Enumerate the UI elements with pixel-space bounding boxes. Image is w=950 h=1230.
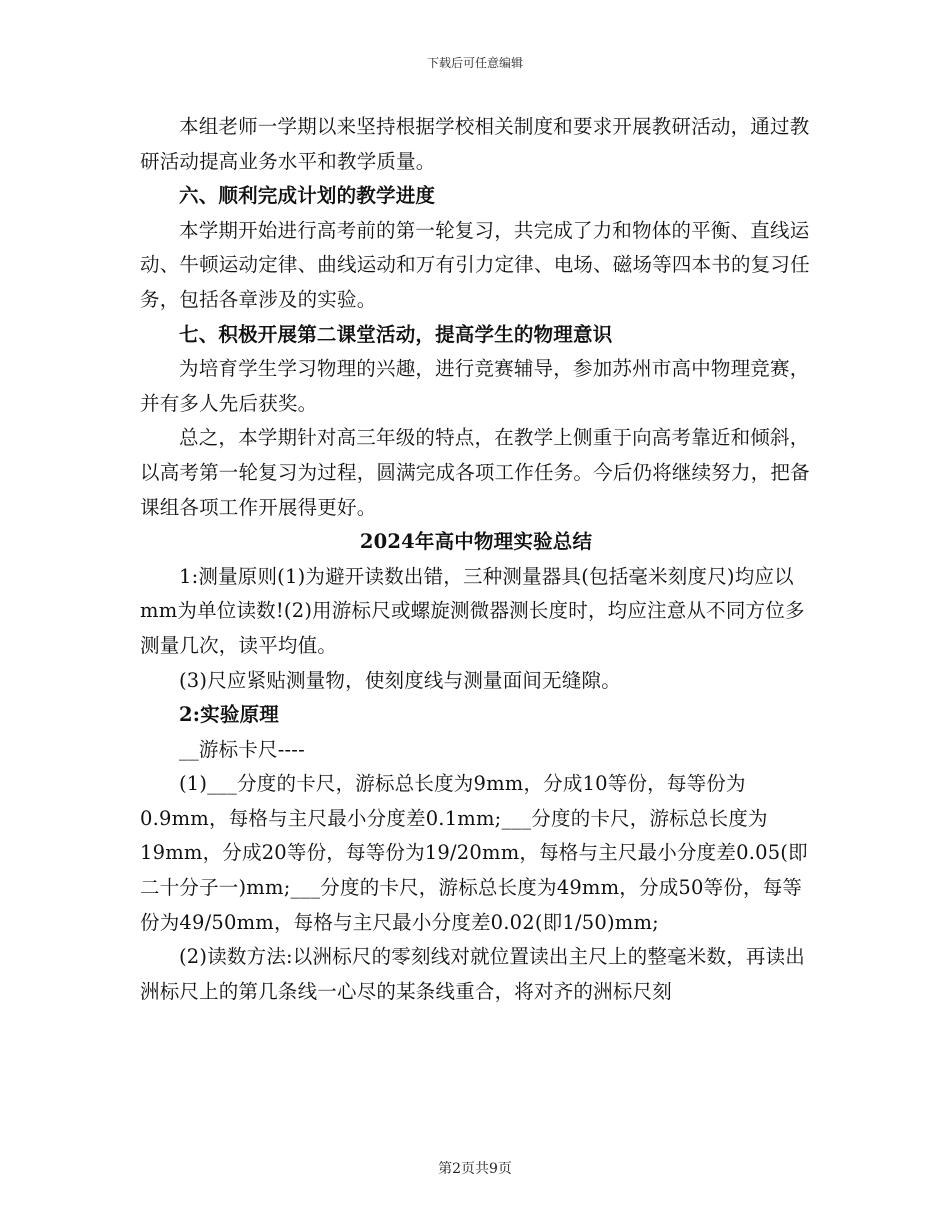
paragraph-summary: 总之，本学期针对高三年级的特点，在教学上侧重于向高考靠近和倾斜，以高考第一轮复习为过程，圆满完成各项工作任务。今后仍将继续努力，把备课组各项工作开展得更好。 bbox=[140, 426, 810, 519]
document-body bbox=[140, 110, 812, 1009]
page-footer-pagination: 第2页共9页 bbox=[438, 1161, 512, 1177]
section-heading-6: 六、顺利完成计划的教学进度 bbox=[179, 184, 436, 208]
section-heading-7: 七、积极开展第二课堂活动，提高学生的物理意识 bbox=[179, 322, 613, 346]
section-heading-experiment-principle: 2:实验原理 bbox=[179, 703, 279, 727]
subheading-vernier-caliper: __游标卡尺---- bbox=[179, 737, 305, 761]
document-title: 2024年高中物理实验总结 bbox=[359, 530, 593, 554]
paragraph-measurement-principle: 1:测量原则(1)为避开读数出错，三种测量器具(包括毫米刻度尺)均应以mm为单位读数!(2)用游标尺或螺旋测微器测长度时，均应注意从不同方位多测量几次，读平均值。 bbox=[140, 564, 805, 657]
paragraph-vernier-divisions: (1)___分度的卡尺，游标总长度为9mm，分成10等份，每等份为0.9mm，每格与主尺最小分度差0.1mm;___分度的卡尺，游标总长度为19mm，分成20等份，每等份为19/20mm，每格与主尺最小分度差0.05(即二十分子一)mm;___分度的卡尺，游标总长度为49mm，分成50等份，每等份为49/50mm，每格与主尺最小分度差0.02(即1/50)mm; bbox=[140, 772, 808, 934]
paragraph-competition: 为培育学生学习物理的兴趣，进行竞赛辅导，参加苏州市高中物理竞赛，并有多人先后获奖。 bbox=[140, 357, 810, 415]
page-header-note: 下载后可任意编辑 bbox=[426, 56, 523, 70]
paragraph-teaching-research: 本组老师一学期以来坚持根据学校相关制度和要求开展教研活动，通过教研活动提高业务水平和教学质量。 bbox=[140, 115, 810, 173]
paragraph-reading-method: (2)读数方法:以洲标尺的零刻线对就位置读出主尺上的整毫米数，再读出洲标尺上的第几条线一心尽的某条线重合，将对齐的洲标尺刻 bbox=[140, 945, 805, 1003]
paragraph-progress: 本学期开始进行高考前的第一轮复习，共完成了力和物体的平衡、直线运动、牛顿运动定律、曲线运动和万有引力定律、电场、磁场等四本书的复习任务，包括各章涉及的实验。 bbox=[140, 218, 810, 311]
paragraph-ruler-contact: (3)尺应紧贴测量物，使刻度线与测量面间无缝隙。 bbox=[179, 668, 621, 692]
